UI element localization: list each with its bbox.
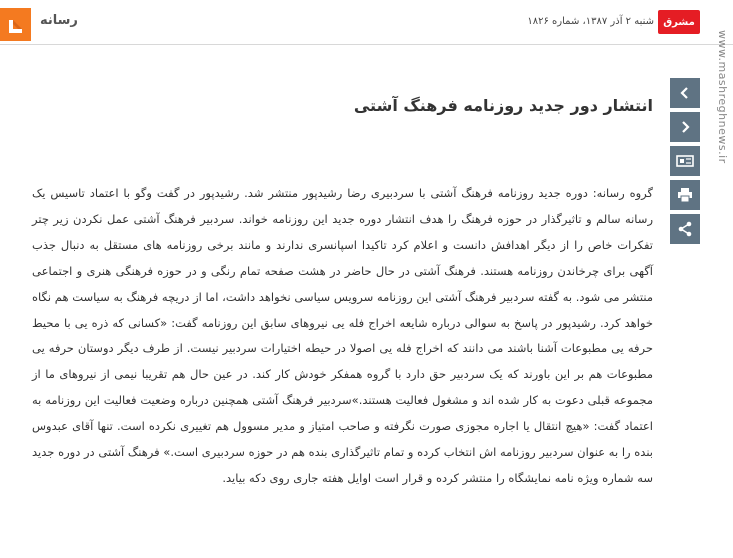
article-title: انتشار دور جدید روزنامه فرهنگ آشتی	[353, 96, 653, 115]
chevron-left-icon	[678, 86, 692, 100]
next-button[interactable]	[670, 112, 700, 142]
article-body: گروه رسانه: دوره جدید روزنامه فرهنگ آشتی با سردبیری رضا رشیدپور منتشر شد. رشیدپور در گفت وگو با اعتماد تاسیس یک رسانه سالم و تاثیرگذار در حوزه فرهنگ را هدف انتشار دوره جدید این روزنامه خواند. سردبیر فرهنگ آشتی عمل نکردن زیر چتر تفکرات خاص را از دیگر اهدافش دانست و اعلام کرد تاکیدا اسپانسری ندارند و مانند برخی روزنامه های مستقل به دنبال جذب آگهی برای چرخاندن روزنامه هستند. فرهنگ آشتی در حال حاضر در هشت صفحه تمام رنگی و در حوزه فرهنگی هنری و اجتماعی منتشر می شود. به گفته سردبیر فرهنگ آشتی این روزنامه سرویس سیاسی نخواهد داشت، اما از دریچه فرهنگ به سیاست هم نگاه خواهد کرد. رشیدپور در پاسخ به سوالی درباره شایعه اخراج فله یی نیروهای سابق این روزنامه گفت: «کسانی که ذره یی با محیط حرفه یی مطبوعات آشنا باشند می دانند که اخراج فله یی اصولا در حیطه اختیارات سردبیر نیست. از طرف دیگر دوستان حرفه یی مطبوعات هم بر این باورند که یک سردبیر حق دارد با گروه همفکر خودش کار کند. در عین حال هم تقریبا نیمی از نیروهای ما از مجموعه قبلی دعوت به کار شده اند و مشغول فعالیت هستند.»سردبیر فرهنگ آشتی همچنین درباره وضعیت فعالیت این روزنامه به اعتماد گفت: «هیچ انتقال یا اجاره مجوزی صورت نگرفته و صاحب امتیاز و مدیر مسوول هم تغییری نکرده است. تنها آقای عبدوس بنده را به عنوان سردبیر روزنامه اش انتخاب کرده و تمام تاثیرگذاری بنده هم در حوزه سردبیری است.» فرهنگ آشتی در دوره جدید سه شماره ویژه نامه نمایشگاه را منتشر کرده و قرار است اوایل هفته جاری روی دکه بیاید.	[32, 186, 653, 485]
site-logo-icon[interactable]	[0, 8, 31, 41]
watermark: www.mashreghnews.ir	[716, 30, 729, 164]
print-button[interactable]	[670, 180, 700, 210]
newspaper-button[interactable]	[670, 146, 700, 176]
section-name[interactable]: رسانه	[40, 13, 78, 28]
mashregh-logo[interactable]: مشرق	[658, 10, 700, 34]
print-icon	[677, 187, 693, 203]
chevron-right-icon	[678, 120, 692, 134]
issue-date: شنبه ۲ آذر ۱۳۸۷، شماره ۱۸۲۶	[527, 16, 654, 27]
share-icon	[677, 221, 693, 237]
share-button[interactable]	[670, 214, 700, 244]
article-toolbar	[670, 78, 700, 248]
newspaper-icon	[676, 154, 694, 168]
previous-button[interactable]	[670, 78, 700, 108]
